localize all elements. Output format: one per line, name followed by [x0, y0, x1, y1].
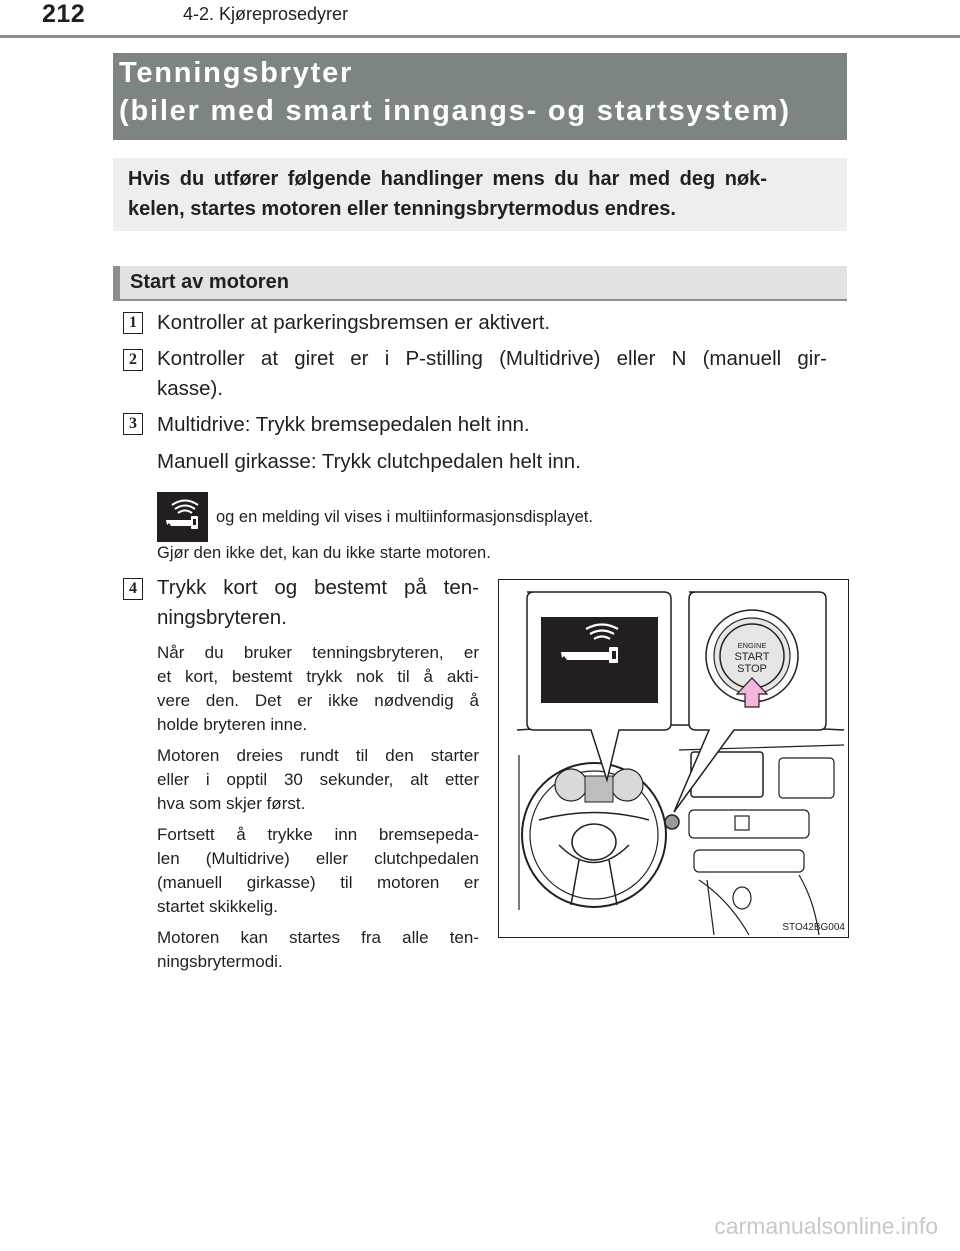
note-2-line-1: Motoren dreies rundt til den starter [157, 746, 479, 765]
title-line-2: (biler med smart inngangs- og startsystem) [119, 95, 791, 127]
section-heading-text: Start av motoren [130, 271, 289, 293]
step-number-1: 1 [123, 312, 143, 334]
note-1-line-1: Når du bruker tenningsbryteren, er [157, 643, 479, 662]
intro-line-1: Hvis du utfører følgende handlinger mens du har med deg nøk- [128, 168, 767, 190]
intro-box [113, 158, 847, 231]
note-1-line-4: holde bryteren inne. [157, 715, 308, 734]
smart-key-indicator-icon [157, 492, 208, 542]
section-heading-bar [113, 266, 120, 299]
note-2-line-2: eller i opptil 30 sekunder, alt etter [157, 770, 479, 789]
watermark: carmanualsonline.info [714, 1213, 938, 1239]
step-2-text-line-2: kasse). [157, 377, 224, 400]
step-number-2: 2 [123, 349, 143, 371]
note-1-line-3: vere den. Det er ikke nødvendig å [157, 691, 479, 710]
section-heading [113, 266, 847, 301]
button-label-engine: ENGINE [737, 641, 767, 650]
note-4-line-2: ningsbrytermodi. [157, 952, 283, 971]
dashboard-illustration [498, 579, 849, 938]
step-4-text-line-2: ningsbryteren. [157, 606, 287, 629]
chapter-title: 4-2. Kjøreprosedyrer [183, 4, 349, 24]
step-number-4: 4 [123, 578, 143, 600]
page-number: 212 [42, 0, 86, 28]
step-3-text-line-1: Multidrive: Trykk bremsepedalen helt inn. [157, 413, 530, 436]
title-banner [113, 53, 847, 140]
dashboard-drawing [499, 580, 848, 937]
note-3-line-4: startet skikkelig. [157, 897, 278, 916]
step-number-3: 3 [123, 413, 143, 435]
step-1-text: Kontroller at parkeringsbremsen er aktivert. [157, 311, 551, 334]
button-label-stop: STOP [737, 663, 767, 675]
note-4-line-1: Motoren kan startes fra alle ten- [157, 928, 479, 947]
note-1-line-2: et kort, bestemt trykk nok til å akti- [157, 667, 479, 686]
note-3-line-3: (manuell girkasse) til motoren er [157, 873, 479, 892]
note-3-line-2: len (Multidrive) eller clutchpedalen [157, 849, 479, 868]
note-2-line-3: hva som skjer først. [157, 794, 306, 813]
step-3-text-line-2: Manuell girkasse: Trykk clutchpedalen helt inn. [157, 450, 581, 473]
intro-line-2: kelen, startes motoren eller tenningsbrytermodus endres. [128, 198, 676, 220]
step-2-text-line-1: Kontroller at giret er i P-stilling (Multidrive) eller N (manuell gir- [157, 347, 827, 370]
button-label-start: START [734, 651, 770, 663]
figure-code: STO42BG004 [782, 922, 845, 933]
indicator-note-text: og en melding vil vises i multiinformasjonsdisplayet. [216, 508, 593, 526]
indicator-warning-text: Gjør den ikke det, kan du ikke starte motoren. [157, 544, 491, 562]
step-4-text-line-1: Trykk kort og bestemt på ten- [157, 576, 479, 599]
header-rule [0, 35, 960, 38]
title-line-1: Tenningsbryter [119, 57, 354, 89]
note-3-line-1: Fortsett å trykke inn bremsepeda- [157, 825, 479, 844]
